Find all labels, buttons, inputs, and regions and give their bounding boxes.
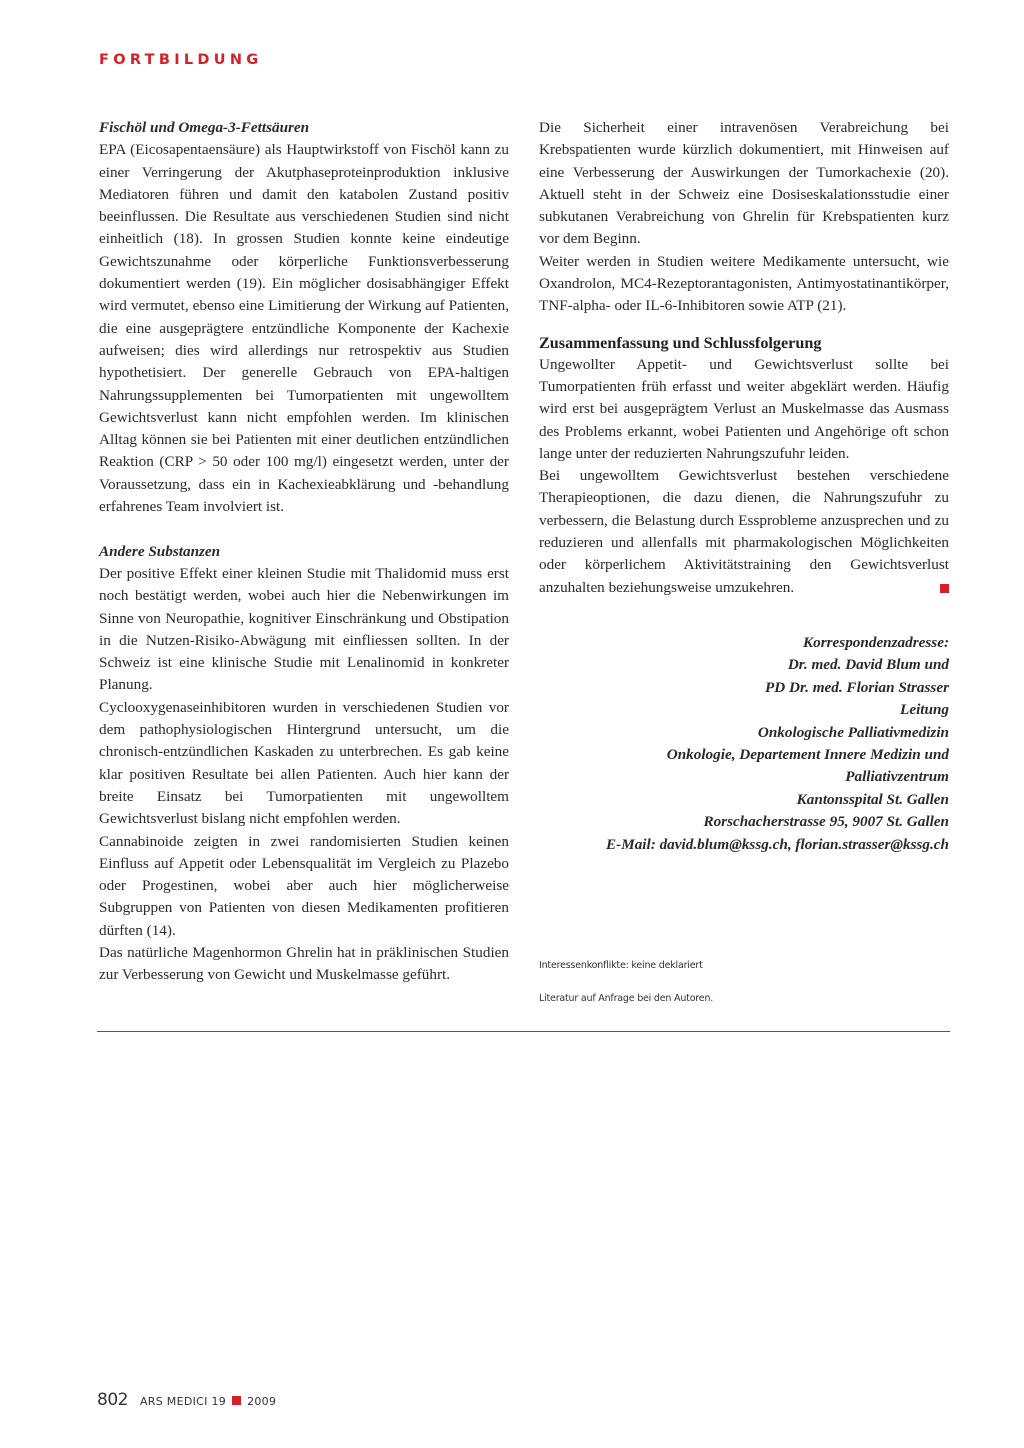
footer-square-icon xyxy=(232,1396,241,1405)
paragraph-cannabinoids: Cannabinoide zeigten in zwei randomisierten Studien keinen Einfluss auf Appetit oder Lebensqualität im Vergleich zu Plazebo oder Progestinen, wobei aber auch hier möglicherweise Subgruppen von Patienten von diesen Medikamenten profitieren dürften (14). xyxy=(99,832,509,939)
divider-rule xyxy=(97,1031,950,1032)
contact-line: Rorschacherstrasse 95, 9007 St. Gallen xyxy=(703,813,949,831)
summary-paragraph-1: Ungewollter Appetit- und Gewichtsverlust sollte bei Tumorpatienten früh erfasst und weiter abgeklärt werden. Häufig wird erst bei ausgeprägtem Verlust an Muskelmasse das Ausmass des Problems erkannt, wobei Patienten und Angehörige oft schon lange unter der reduzierten Nahrungszufuhr leiden. xyxy=(539,355,949,462)
contact-line: Kantonsspital St. Gallen xyxy=(796,790,949,808)
conflict-of-interest-note: Interessenkonflikte: keine deklariert xyxy=(539,960,703,971)
contact-line: Palliativzentrum xyxy=(845,768,949,786)
page-footer xyxy=(97,1390,276,1410)
paragraph-fish-oil: EPA (Eicosapentaensäure) als Hauptwirkstoff von Fischöl kann zu einer Verringerung der Akutphaseproteinproduktion inklusive Mediatoren führen und damit den katabolen Zustand positiv beeinflussen. Die Resultate aus verschiedenen Studien sind nicht einheitlich (18). In grossen Studien konnte keine eindeutige Gewichtszunahme oder körperliche Funktionsverbesserung dokumentiert werden (19). Ein möglicher dosisabhängiger Effekt wird vermutet, ebenso eine Limitierung der Wirkung auf Patienten, die eine ausgeprägtere entzündliche Komponente der Kachexie aufweisen; dies wird allerdings nur retrospektiv aus Studien hypothetisiert. Der generelle Gebrauch von EPA-haltigen Nahrungssupplementen bei Tumorpatienten mit ungewolltem Gewichtsverlust kann nicht empfohlen werden. Im klinischen Alltag können sie bei Patienten mit einer deutlichen entzündlichen Reaktion (CRP > 50 oder 100 mg/l) eingesetzt werden, unter der Voraussetzung, dass ein in Kachexieabklärung und -behandlung erfahrenes Team involviert ist. xyxy=(99,141,509,516)
literature-note: Literatur auf Anfrage bei den Autoren. xyxy=(539,993,714,1004)
paragraph-cyclooxygenase: Cyclooxygenaseinhibitoren wurden in verschiedenen Studien vor dem pathophysiologischen Hintergrund untersucht, um die chronisch-entzündlichen Kaskaden zu unterbrechen. Es gab keine klar positiven Resultate bei allen Patienten. Auch hier kann der breite Einsatz bei Tumorpatienten mit ungewolltem Gewichtsverlust bislang nicht empfohlen werden. xyxy=(99,698,509,828)
contact-line: Onkologie, Departement Innere Medizin und xyxy=(666,746,949,764)
subheading-fish-oil: Fischöl und Omega-3-Fettsäuren xyxy=(99,119,310,136)
right-column xyxy=(539,117,949,599)
contact-line: Onkologische Palliativmedizin xyxy=(757,723,949,741)
page-number: 802 xyxy=(97,1390,128,1410)
paragraph-further-drugs: Weiter werden in Studien weitere Medikamente untersucht, wie Oxandrolon, MC4-Rezeptorantagonisten, Antimyostatinantikörper, TNF-alpha- oder IL-6-Inhibitoren sowie ATP (21). xyxy=(539,252,949,315)
paragraph-ghrelin-safety: Die Sicherheit einer intravenösen Verabreichung bei Krebspatienten wurde kürzlich dokumentiert, mit Hinweisen auf eine Verbesserung der Auswirkungen der Tumorkachexie (20). Aktuell steht in der Schweiz eine Dosiseskalationsstudie einer subkutanen Verabreichung von Ghrelin für Krebspatienten kurz vor dem Beginn. xyxy=(539,119,949,248)
footnotes xyxy=(539,960,949,1026)
section-label: FORTBILDUNG xyxy=(99,52,263,68)
contact-line: Korrespondenzadresse: xyxy=(803,634,949,651)
journal-name: ARS MEDICI 19 xyxy=(139,1395,227,1408)
contact-line: Dr. med. David Blum und xyxy=(787,656,949,674)
correspondence-address xyxy=(539,632,949,856)
subheading-other-substances: Andere Substanzen xyxy=(99,542,221,560)
journal-year: 2009 xyxy=(247,1395,277,1408)
contact-line: Leitung xyxy=(900,701,949,719)
contact-line: E-Mail: david.blum@kssg.ch, florian.strasser@kssg.ch xyxy=(606,835,949,853)
summary-paragraph-2 xyxy=(539,465,949,599)
paragraph-thalidomide: Der positive Effekt einer kleinen Studie mit Thalidomid muss erst noch bestätigt werden, wobei auch hier die Nebenwirkungen im Sinne von Neuropathie, kognitiver Einschränkung und Obstipation in die Nutzen-Risiko-Abwägung mit einfliessen sollten. In der Schweiz ist eine klinische Studie mit Lenalinomid in konkreter Planung. xyxy=(99,564,509,694)
summary-heading: Zusammenfassung und Schlussfolgerung xyxy=(539,333,822,352)
contact-line: PD Dr. med. Florian Strasser xyxy=(765,678,949,696)
left-column xyxy=(99,117,509,987)
paragraph-ghrelin: Das natürliche Magenhormon Ghrelin hat in präklinischen Studien zur Verbesserung von Gewicht und Muskelmasse geführt. xyxy=(99,943,509,984)
end-of-article-marker xyxy=(940,584,949,593)
summary-paragraph-2-text: Bei ungewolltem Gewichtsverlust bestehen verschiedene Therapieoptionen, die dazu dienen, die Nahrungszufuhr zu verbessern, die Belastung durch Essprobleme anzusprechen und zu reduzieren und allenfalls mit pharmakologischen Möglichkeiten oder körperlichem Aktivitätstraining den Gewichtsverlust anzuhalten beziehungsweise umzukehren. xyxy=(539,467,949,596)
